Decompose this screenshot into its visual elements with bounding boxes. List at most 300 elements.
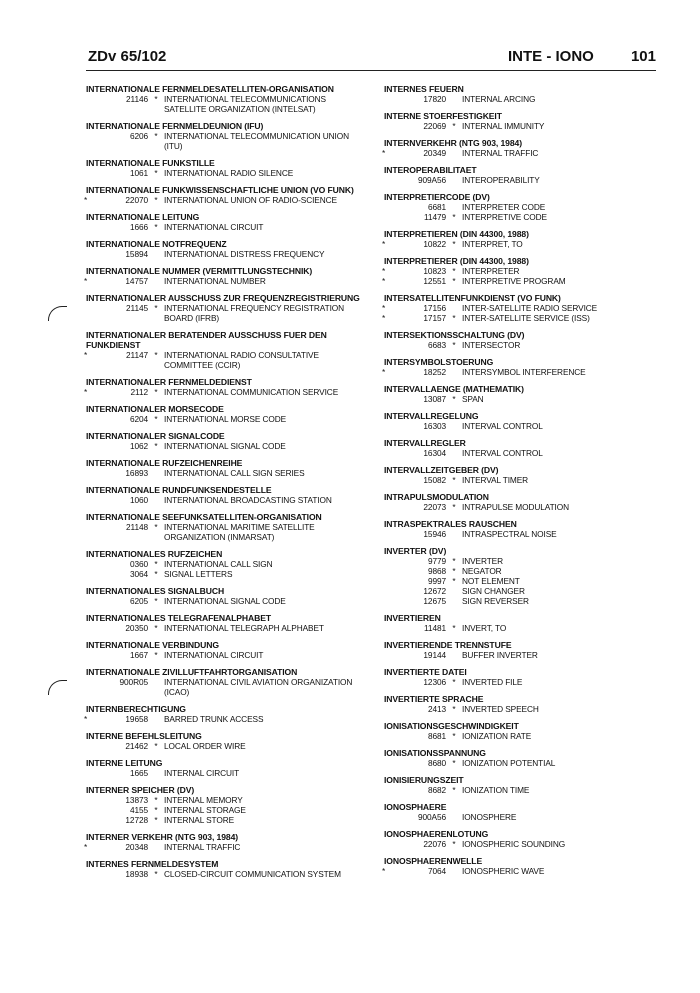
translation-row [384,340,666,350]
translation-row [86,596,372,606]
translation-text: INTERNAL TRAFFIC [164,842,241,852]
dictionary-entry [384,229,666,249]
star-marker: * [154,805,158,815]
entry-term: INTERNATIONALE ZIVILLUFTFAHRTORGANISATION [86,667,298,677]
entry-term: INTERNATIONALE FERNMELDEUNION (IFU) [86,121,264,131]
star-marker: * [452,266,456,276]
margin-mark [48,306,67,321]
entry-term: INTERSEKTIONSSCHALTUNG (DV) [384,330,525,340]
translation-row [384,239,666,249]
star-marker: * [452,566,456,576]
entry-number: 9779 [427,556,446,566]
left-column [86,84,372,886]
entry-number: 9868 [427,566,446,576]
translation-row [384,121,666,131]
translation-row [384,556,666,566]
translation-row [384,576,666,586]
translation-row [384,650,666,660]
translation-row [86,195,372,205]
translation-text: INTERNATIONAL CIRCUIT [164,222,264,232]
entry-number: 19144 [423,650,446,660]
translation-text: BOARD (IFRB) [164,313,220,323]
translation-text: SIGN REVERSER [462,596,529,606]
entry-number: 12728 [125,815,148,825]
entry-term: IONISIERUNGSZEIT [384,775,464,785]
translation-text: INTERVAL CONTROL [462,448,543,458]
entry-number: 11479 [424,212,446,222]
star-marker: * [452,623,456,633]
marker: * [382,303,386,313]
entry-term: IONISATIONSSPANNUNG [384,748,486,758]
star-marker: * [452,556,456,566]
translation-row [384,839,666,849]
star-marker: * [452,121,456,131]
entry-number: 900A56 [417,812,446,822]
translation-row [384,566,666,576]
entry-term: INTRASPEKTRALES RAUSCHEN [384,519,517,529]
translation-row [384,367,666,377]
translation-text: INTERPRET, TO [462,239,523,249]
translation-row [86,842,372,852]
translation-text: INTERNATIONAL CALL SIGN SERIES [164,468,305,478]
entry-term: INTERNATIONALES RUFZEICHEN [86,549,223,559]
entry-term: INTERNATIONALE LEITUNG [86,212,200,222]
translation-row [384,276,666,286]
entry-term: INTERNATIONALER BERATENDER AUSSCHUSS FUER DEN FUNKDIENST [86,330,327,350]
entry-term: INTERNATIONALE RUNDFUNKSENDESTELLE [86,485,272,495]
translation-row [86,559,372,569]
star-marker: * [452,839,456,849]
translation-text: INTER-SATELLITE RADIO SERVICE [462,303,598,313]
translation-text: COMMITTEE (CCIR) [164,360,241,370]
star-marker: * [154,741,158,751]
translation-text: IONIZATION POTENTIAL [462,758,556,768]
translation-text: NEGATOR [462,566,502,576]
translation-text: INTERNAL STORE [164,815,235,825]
translation-text: (ICAO) [164,687,190,697]
page-header [88,48,656,70]
entry-term: INTERNATIONALER FERNMELDEDIENST [86,377,252,387]
entry-term: INTERNATIONALE FUNKWISSENSCHAFTLICHE UNION (VO FUNK) [86,185,354,195]
translation-text: INTERNATIONAL RADIO CONSULTATIVE [164,350,319,360]
translation-row [86,805,372,815]
star-marker: * [452,276,456,286]
star-marker: * [154,623,158,633]
translation-row [86,869,372,879]
translation-text: INTRASPECTRAL NOISE [462,529,557,539]
document-number: ZDv 65/102 [88,48,167,65]
dictionary-entry [86,84,372,114]
entry-number: 1062 [129,441,148,451]
dictionary-entry [86,377,372,397]
translation-text: INVERTED FILE [462,677,523,687]
star-marker: * [452,475,456,485]
marker: * [84,714,88,724]
translation-text: INVERTER [462,556,504,566]
entry-number: 17820 [423,94,446,104]
translation-text: INTERNAL IMMUNITY [462,121,545,131]
entry-number: 16893 [125,468,148,478]
star-marker: * [452,313,456,323]
translation-row [86,623,372,633]
entry-number: 20348 [125,842,148,852]
entry-term: INTERNATIONALER AUSSCHUSS ZUR FREQUENZREGISTRIERUNG [86,293,360,303]
translation-text: INTERNAL MEMORY [164,795,243,805]
translation-row [86,414,372,424]
translation-text: INTERNATIONAL NUMBER [164,276,266,286]
translation-row [86,94,372,104]
translation-row [384,677,666,687]
entry-term: INTERNATIONALE RUFZEICHENREIHE [86,458,243,468]
dictionary-entry [86,785,372,825]
translation-row [86,131,372,141]
dictionary-entry [86,293,372,323]
star-marker: * [154,869,158,879]
translation-text: INTERNATIONAL TELEGRAPH ALPHABET [164,623,324,633]
entry-number: 1666 [129,222,148,232]
translation-row [86,714,372,724]
entry-number: 9997 [427,576,446,586]
translation-text: INVERT, TO [462,623,507,633]
translation-text: INTRAPULSE MODULATION [462,502,570,512]
translation-text: INTERNAL CIRCUIT [164,768,240,778]
entry-term: INVERTIEREN [384,613,441,623]
star-marker: * [154,559,158,569]
entry-number: 20349 [423,148,446,158]
dictionary-entry [384,256,666,286]
star-marker: * [452,704,456,714]
entry-number: 2413 [427,704,446,714]
translation-row [384,502,666,512]
translation-row [86,687,372,697]
entry-term: INTERNATIONALE VERBINDUNG [86,640,219,650]
star-marker: * [452,677,456,687]
entry-number: 17157 [423,313,446,323]
entry-number: 1665 [129,768,148,778]
dictionary-entry [384,613,666,633]
entry-number: 6204 [129,414,148,424]
entry-number: 17156 [423,303,446,313]
translation-row [86,795,372,805]
star-marker: * [154,414,158,424]
star-marker: * [154,195,158,205]
translation-text: INTERNATIONAL DISTRESS FREQUENCY [164,249,325,259]
translation-row [384,758,666,768]
translation-row [384,394,666,404]
translation-text: INTERNAL ARCING [462,94,536,104]
translation-row [384,266,666,276]
star-marker: * [154,522,158,532]
star-marker: * [154,815,158,825]
entry-term: INTERPRETIERER (DIN 44300, 1988) [384,256,529,266]
star-marker: * [154,596,158,606]
translation-row [86,741,372,751]
translation-row [86,495,372,505]
star-marker: * [154,303,158,313]
translation-row [384,623,666,633]
entry-term: INTERVALLAENGE (MATHEMATIK) [384,384,524,394]
marker: * [382,148,386,158]
dictionary-entry [86,485,372,505]
dictionary-entry [384,84,666,104]
entry-number: 2112 [130,387,148,397]
dictionary-entry [86,613,372,633]
translation-text: INTERNATIONAL MORSE CODE [164,414,287,424]
translation-text: INTERPRETIVE CODE [462,212,547,222]
entry-term: INTRAPULSMODULATION [384,492,489,502]
entry-term: INTERNBERECHTIGUNG [86,704,186,714]
dictionary-entry [384,775,666,795]
dictionary-entry [86,212,372,232]
entry-number: 8681 [427,731,446,741]
translation-row [86,387,372,397]
dictionary-entry [384,438,666,458]
entry-term: INTERVALLREGELUNG [384,411,479,421]
entry-number: 15894 [125,249,148,259]
dictionary-entry [86,758,372,778]
star-marker: * [452,731,456,741]
star-marker: * [452,340,456,350]
page-number: 101 [630,48,656,65]
entry-term: INVERTIERTE DATEI [384,667,467,677]
page-range: INTE - IONO [508,48,594,65]
dictionary-entry [86,640,372,660]
translation-row [384,529,666,539]
dictionary-entry [384,640,666,660]
dictionary-entry [384,111,666,131]
translation-row [384,596,666,606]
star-marker: * [154,131,158,141]
entry-number: 20350 [125,623,148,633]
entry-term: INTERNE LEITUNG [86,758,163,768]
entry-number: 1667 [129,650,148,660]
translation-row [384,212,666,222]
translation-text: SPAN [462,394,484,404]
translation-text: IONIZATION TIME [462,785,530,795]
translation-row [384,313,666,323]
translation-row [86,249,372,259]
entry-term: INTERNE STOERFESTIGKEIT [384,111,502,121]
translation-row [86,650,372,660]
dictionary-entry [86,330,372,370]
entry-number: 21462 [125,741,148,751]
marker: * [84,842,88,852]
entry-term: INTERNATIONALE NOTFREQUENZ [86,239,227,249]
translation-row [86,815,372,825]
translation-row [384,303,666,313]
dictionary-entry [384,667,666,687]
dictionary-entry [384,721,666,741]
star-marker: * [452,212,456,222]
entry-number: 900R05 [119,677,148,687]
translation-row [86,768,372,778]
entry-term: INVERTIERENDE TRENNSTUFE [384,640,512,650]
dictionary-entry [384,192,666,222]
marker: * [382,367,386,377]
entry-term: INTERNATIONALE NUMMER (VERMITTLUNGSTECHNIK) [86,266,313,276]
entry-number: 11481 [424,623,446,633]
dictionary-entry [384,519,666,539]
dictionary-entry [384,748,666,768]
entry-term: INTERPRETIEREN (DIN 44300, 1988) [384,229,529,239]
star-marker: * [154,569,158,579]
entry-number: 12672 [423,586,446,596]
translation-text: INTERVAL CONTROL [462,421,543,431]
translation-row [384,202,666,212]
star-marker: * [452,576,456,586]
dictionary-entry [384,411,666,431]
translation-row [384,704,666,714]
translation-row [384,812,666,822]
entry-term: INTERNER SPEICHER (DV) [86,785,195,795]
translation-text: INTERPRETER CODE [462,202,546,212]
star-marker: * [452,758,456,768]
star-marker: * [154,795,158,805]
translation-text: INTER-SATELLITE SERVICE (ISS) [462,313,590,323]
entry-term: INTERNES FERNMELDESYSTEM [86,859,219,869]
translation-row [384,586,666,596]
translation-text: (ITU) [164,141,183,151]
translation-text: SIGN CHANGER [462,586,525,596]
entry-number: 10823 [423,266,446,276]
entry-term: INVERTER (DV) [384,546,447,556]
dictionary-entry [86,404,372,424]
translation-row [86,141,372,151]
translation-text: IONIZATION RATE [462,731,532,741]
right-column [384,84,666,883]
dictionary-entry [86,586,372,606]
entry-term: INTERNE BEFEHLSLEITUNG [86,731,202,741]
entry-number: 12551 [423,276,446,286]
entry-number: 909A56 [417,175,446,185]
translation-text: INTERNATIONAL RADIO SILENCE [164,168,294,178]
dictionary-entry [86,859,372,879]
marker: * [382,239,386,249]
translation-row [86,222,372,232]
dictionary-entry [86,549,372,579]
entry-term: INTERPRETIERCODE (DV) [384,192,490,202]
star-marker: * [154,441,158,451]
translation-text: INTERNATIONAL BROADCASTING STATION [164,495,332,505]
marker: * [382,866,386,876]
marker: * [382,276,386,286]
entry-number: 10822 [423,239,446,249]
entry-term: INTEROPERABILITAET [384,165,477,175]
entry-number: 15946 [423,529,446,539]
translation-row [86,522,372,532]
star-marker: * [452,785,456,795]
translation-text: INTERNAL STORAGE [164,805,246,815]
entry-number: 16304 [423,448,446,458]
entry-number: 13087 [423,394,446,404]
translation-row [86,313,372,323]
entry-term: INVERTIERTE SPRACHE [384,694,484,704]
entry-number: 0360 [129,559,148,569]
translation-text: CLOSED-CIRCUIT COMMUNICATION SYSTEM [164,869,341,879]
entry-term: INTERNER VERKEHR (NTG 903, 1984) [86,832,239,842]
entry-number: 15082 [423,475,446,485]
translation-text: BUFFER INVERTER [462,650,538,660]
translation-row [86,360,372,370]
translation-row [86,104,372,114]
marker: * [382,313,386,323]
dictionary-entry [86,704,372,724]
translation-text: ORGANIZATION (INMARSAT) [164,532,275,542]
translation-text: INTERSYMBOL INTERFERENCE [462,367,586,377]
marker: * [84,276,88,286]
dictionary-entry [384,384,666,404]
entry-number: 8682 [427,785,446,795]
entry-number: 18938 [125,869,148,879]
translation-row [384,448,666,458]
translation-text: INTERNATIONAL CIVIL AVIATION ORGANIZATION [164,677,353,687]
entry-number: 13873 [125,795,148,805]
translation-text: INTERNATIONAL COMMUNICATION SERVICE [164,387,339,397]
translation-text: SATELLITE ORGANIZATION (INTELSAT) [164,104,316,114]
translation-row [86,441,372,451]
translation-row [384,148,666,158]
star-marker: * [154,222,158,232]
entry-number: 19658 [125,714,148,724]
entry-term: INTERNES FEUERN [384,84,464,94]
translation-text: INTERPRETIVE PROGRAM [462,276,566,286]
dictionary-entry [384,465,666,485]
translation-text: INTERNATIONAL UNION OF RADIO-SCIENCE [164,195,337,205]
entry-term: INTERSYMBOLSTOERUNG [384,357,494,367]
dictionary-entry [86,512,372,542]
entry-term: INTERNVERKEHR (NTG 903, 1984) [384,138,522,148]
translation-text: INTERNATIONAL MARITIME SATELLITE [164,522,315,532]
entry-term: INTERNATIONALER MORSECODE [86,404,224,414]
translation-row [86,569,372,579]
dictionary-entry [86,239,372,259]
dictionary-entry [384,165,666,185]
translation-text: INTERNATIONAL FREQUENCY REGISTRATION [164,303,345,313]
entry-term: INTERNATIONALE SEEFUNKSATELLITEN-ORGANISATION [86,512,322,522]
entry-number: 12675 [423,596,446,606]
translation-row [384,94,666,104]
header-rule [86,70,656,71]
dictionary-entry [86,667,372,697]
entry-number: 7064 [427,866,446,876]
entry-term: INTERNATIONALER SIGNALCODE [86,431,225,441]
entry-number: 16303 [423,421,446,431]
translation-text: INTERVAL TIMER [462,475,529,485]
dictionary-entry [86,185,372,205]
translation-row [384,475,666,485]
entry-number: 3064 [129,569,148,579]
entry-term: INTERNATIONALE FUNKSTILLE [86,158,215,168]
translation-text: INTERNATIONAL CALL SIGN [164,559,273,569]
entry-number: 1060 [129,495,148,505]
marker: * [84,195,88,205]
translation-text: IONOSPHERE [462,812,517,822]
marker: * [84,350,88,360]
dictionary-entry [384,330,666,350]
translation-text: BARRED TRUNK ACCESS [164,714,264,724]
translation-row [86,350,372,360]
entry-term: IONISATIONSGESCHWINDIGKEIT [384,721,519,731]
translation-text: INTERSECTOR [462,340,521,350]
entry-term: INTERNATIONALE FERNMELDESATELLITEN-ORGANISATION [86,84,334,94]
translation-row [384,785,666,795]
star-marker: * [452,502,456,512]
translation-text: LOCAL ORDER WIRE [164,741,246,751]
entry-term: INTERVALLREGLER [384,438,466,448]
entry-term: INTERSATELLITENFUNKDIENST (VO FUNK) [384,293,561,303]
dictionary-entry [384,829,666,849]
entry-number: 8680 [427,758,446,768]
